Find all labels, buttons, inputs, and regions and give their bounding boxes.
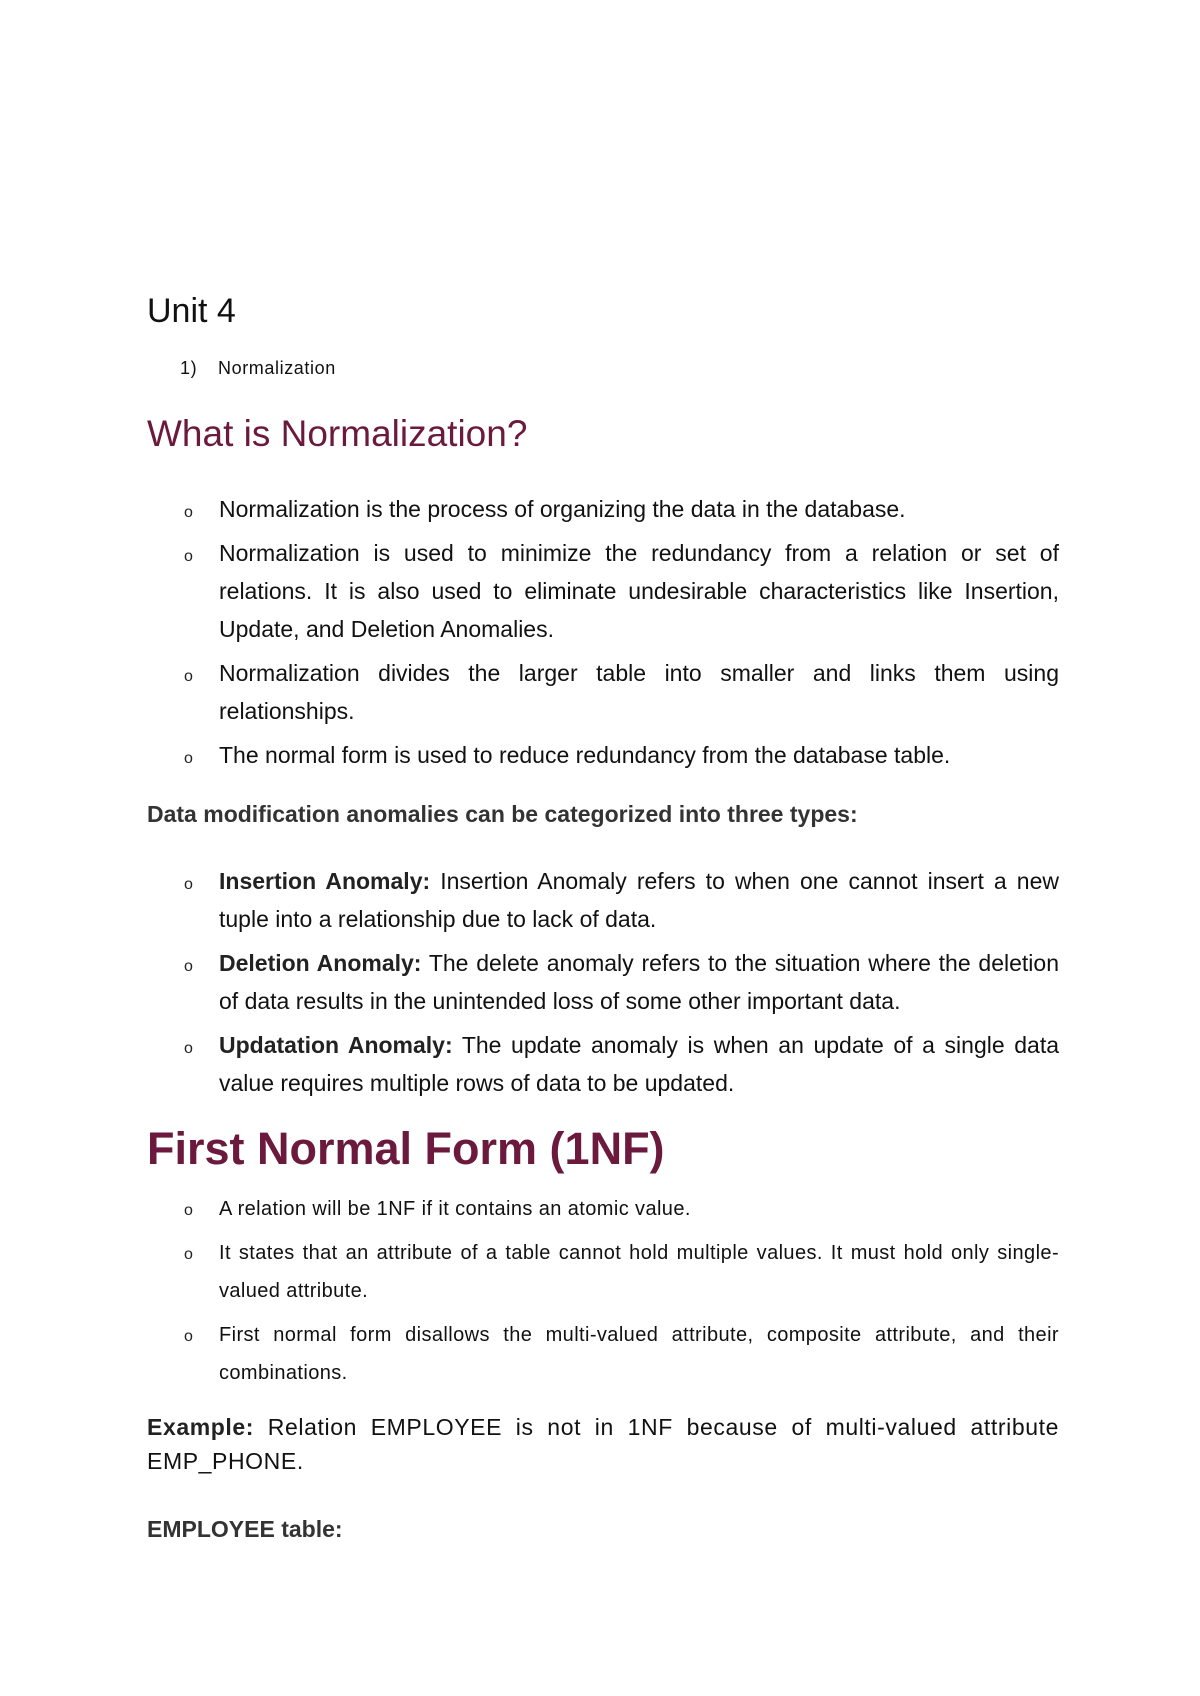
bullet-icon: o (184, 1246, 194, 1263)
example-text: Relation EMPLOYEE is not in 1NF because of multi-valued attribute EMP_PHONE. (147, 1414, 1059, 1474)
bullet-icon: o (184, 958, 193, 975)
list-item-text: Normalization is used to minimize the redundancy from a relation or set of relations. It is also used to eliminate undesirable characteristics like Insertion, Update, and Deletion Anomalies. (219, 540, 1059, 642)
bullet-icon: o (184, 1202, 194, 1219)
anomaly-text: The update anomaly is when an update of a single data value requires multiple rows of data to be updated. (219, 1032, 1059, 1096)
anomaly-term: Updatation Anomaly: (219, 1032, 453, 1058)
bullet-icon: o (184, 750, 193, 767)
list-item (147, 1234, 1059, 1310)
anomalies-subheading: Data modification anomalies can be categorized into three types: (147, 801, 858, 827)
example-paragraph (147, 1410, 1059, 1478)
unit-title: Unit 4 (147, 292, 236, 330)
list-item-text: A relation will be 1NF if it contains an atomic value. (219, 1198, 691, 1220)
bullet-icon: o (184, 1328, 194, 1345)
heading-what-is-normalization: What is Normalization? (147, 413, 528, 454)
example-term: Example: (147, 1414, 255, 1440)
anomaly-term: Insertion Anomaly: (219, 868, 431, 894)
numbered-item (180, 356, 336, 380)
heading-first-normal-form: First Normal Form (1NF) (147, 1123, 665, 1174)
anomaly-term: Deletion Anomaly: (219, 950, 422, 976)
first-normal-form-bullet-list (147, 1190, 1059, 1398)
numbered-item-number: 1) (180, 358, 198, 378)
list-item (147, 1316, 1059, 1392)
list-item-text: It states that an attribute of a table cannot hold multiple values. It must hold only single-valued attribute. (219, 1242, 1059, 1302)
bullet-icon: o (184, 668, 193, 685)
list-item (147, 862, 1059, 938)
bullet-icon: o (184, 1040, 193, 1057)
list-item (147, 1190, 1059, 1228)
list-item (147, 534, 1059, 648)
normalization-bullet-list (147, 490, 1059, 780)
employee-table-heading: EMPLOYEE table: (147, 1516, 343, 1542)
bullet-icon: o (184, 504, 193, 521)
list-item-text: Normalization is the process of organizing the data in the database. (219, 496, 906, 522)
bullet-icon: o (184, 876, 193, 893)
anomalies-bullet-list (147, 862, 1059, 1108)
list-item (147, 490, 1059, 528)
list-item-text: First normal form disallows the multi-valued attribute, composite attribute, and their combinations. (219, 1324, 1059, 1384)
anomaly-text: Insertion Anomaly refers to when one cannot insert a new tuple into a relationship due to lack of data. (219, 868, 1059, 932)
anomaly-text: The delete anomaly refers to the situation where the deletion of data results in the unintended loss of some other important data. (219, 950, 1060, 1014)
list-item (147, 736, 1059, 774)
list-item (147, 1026, 1059, 1102)
list-item-text: The normal form is used to reduce redundancy from the database table. (219, 742, 951, 768)
numbered-item-text: Normalization (218, 358, 336, 378)
bullet-icon: o (184, 548, 193, 565)
list-item (147, 944, 1059, 1020)
list-item (147, 654, 1059, 730)
list-item-text: Normalization divides the larger table into smaller and links them using relationships. (219, 660, 1059, 724)
